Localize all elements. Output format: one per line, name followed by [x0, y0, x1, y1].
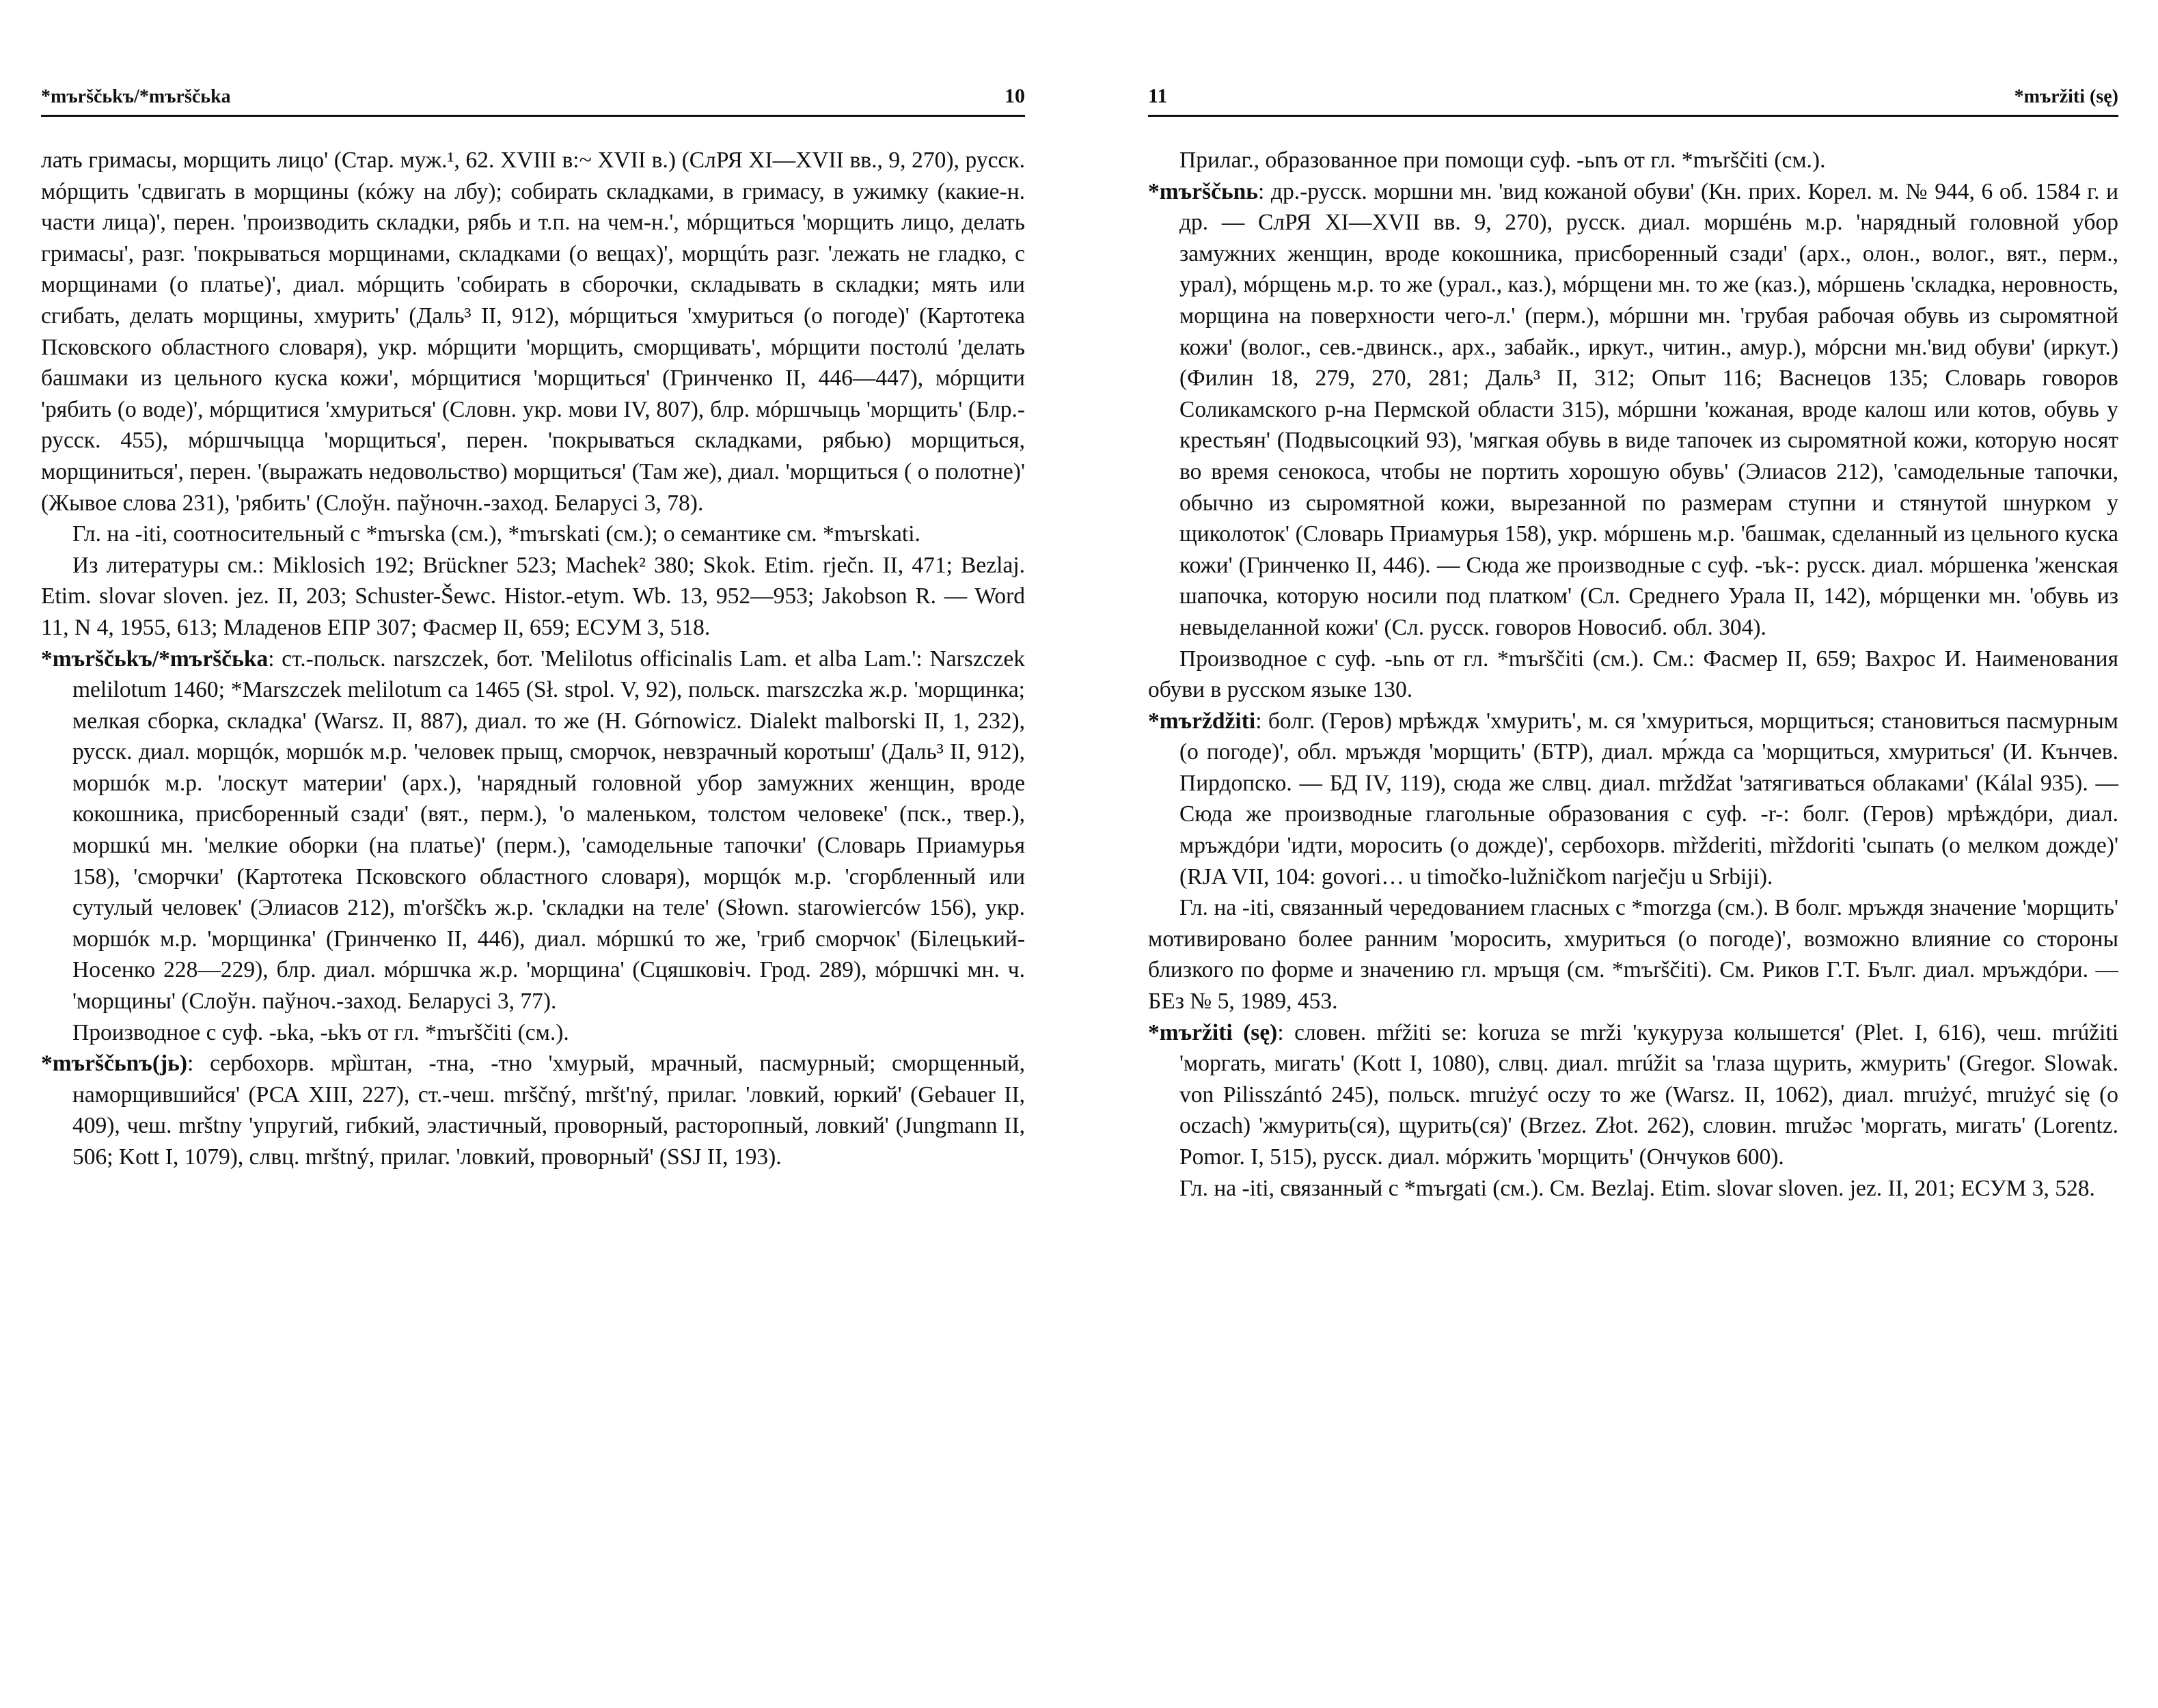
paragraph: Гл. на -iti, связанный чередованием гласных с *morzga (см.). В болг. мръждя значение 'морщить' мотивировано более ранним 'моросить, хмуриться (о погоде)', возможно влияние со стороны близкого по форме и значению гл. мръщя (см. *mъrščiti). См. Риков Г.Т. Бълг. диал. мръждóри. — БЕз № 5, 1989, 453. — [1148, 895, 2118, 1015]
dictionary-entry: *mъrščьkъ/*mъrščьka: ст.-польск. narszczek, бот. 'Melilotus officinalis Lam. et alba Lam.': Narszczek melilotum 1460; *Marszczek melilotum ca 1465 (Sł. stpol. V, 92), польск. marszczka ж.р. 'морщинка; мелкая сборка, складка' (Warsz. II, 887), диал. то же (H. Górnowicz. Dialekt malborski II, 1, 232), русск. диал. морщóк, моршóк м.р. 'человек прыщ, сморчок, невзрачный коротыш' (Даль³ II, 912), моршóк м.р. 'лоскут материи' (арх.), 'нарядный головной убор замужних женщин, вроде кокошника, присборенный сзади' (вят., перм.), 'о маленьком, толстом человеке' (пск., твер.), моршкú мн. 'мелкие оборки (на платье)' (перм.), 'самодельные тапочки' (Словарь Приамурья 158), 'сморчки' (Картотека Псковского областного словаря), морщóк м.р. 'сгорбленный или сутулый человек' (Элиасов 212), m'orščkъ ж.р. 'складки на теле' (Słown. starowierców 156), укр. моршóк м.р. 'морщинка' (Гринченко II, 446), диал. мóршкú то же, 'гриб сморчок' (Білецький-Носенко 228—229), блр. диал. мóршчка ж.р. 'морщина' (Сцяшковіч. Грод. 289), мóршчкі мн. ч. 'морщины' (Слоўн. паўноч.-заход. Беларусі 3, 77). — [41, 646, 1025, 1015]
paragraph: Производное с суф. -ьnь от гл. *mъrščiti (см.). См.: Фасмер II, 659; Вахрос И. Наименования обуви в русском языке 130. — [1148, 646, 2118, 703]
entry-headword: *mъrščьkъ/*mъrščьka — [41, 646, 269, 672]
left-page-body — [41, 145, 1025, 1173]
paragraph: Производное с суф. -ьka, -ьkъ от гл. *mъrščiti (см.). — [72, 1019, 569, 1045]
right-page-body — [1148, 145, 2118, 1204]
paragraph: Прилаг., образованное при помощи суф. -ьnъ от гл. *mъrščiti (см.). — [1179, 148, 1826, 173]
dictionary-entry: *mъrščьnъ(jь): сербохорв. мр̏штан, -тна, -тно 'хмурый, мрачный, пасмурный; сморщенный, наморщившийся' (РСА XIII, 227), ст.-чеш. mrščný, mršt'ný, прилаг. 'ловкий, юркий' (Gebauer II, 409), чеш. mrštny 'упругий, гибкий, эластичный, проворный, расторопный, ловкий' (Jungmann II, 506; Kott I, 1079), слвц. mrštný, прилаг. 'ловкий, проворный' (SSJ II, 193). — [41, 1051, 1025, 1170]
dictionary-entry: *mъrždžiti: болг. (Геров) мрѣждѫ 'хмурить', м. ся 'хмуриться, морщиться; становиться пасмурным (о погоде)', обл. мръждя 'морщить' (БТР), диал. мр́жда са 'морщиться, хмуриться' (И. Кънчев. Пирдопско. — БД IV, 119), сюда же слвц. диал. mrždžat 'затягиваться облаками' (Kálal 935). — Сюда же производные глагольные образования с суф. -r-: болг. (Геров) мрѣждóри, диал. мръждóри 'идти, моросить (о дожде)', сербохорв. mr̀žderiti, mr̀ždoriti 'сыпать (о мелком дожде)' (RJA VII, 104: govori… u timočko-lužničkom narječju u Srbiji). — [1148, 708, 2118, 890]
left-page — [41, 0, 1025, 1708]
paragraph: Из литературы см.: Miklosich 192; Brückner 523; Machek² 380; Skok. Etim. rječn. II, 471; Bezlaj. Etim. slovar sloven. jez. II, 203; Schuster-Šewc. Histor.-etym. Wb. 13, 952—953; Jakobson R. — Word 11, N 4, 1955, 613; Младенов ЕПР 307; Фасмер II, 659; ЕСУМ 3, 518. — [41, 552, 1025, 640]
paragraph: Гл. на -iti, соотносительный с *mъrska (см.), *mъrskati (см.); о семантике см. *mъrskati. — [72, 521, 920, 547]
running-head-right: *mъržiti (sę) — [2014, 86, 2118, 107]
entry-headword: *mъržiti (sę) — [1148, 1019, 1278, 1045]
entry-headword: *mъrždžiti — [1148, 708, 1256, 734]
paragraph: Гл. на -iti, связанный с *mъrgati (см.). См. Bezlaj. Etim. slovar sloven. jez. II, 201; ЕСУМ 3, 528. — [1179, 1175, 2095, 1201]
right-page-header — [1148, 81, 2118, 117]
left-page-header — [41, 81, 1025, 117]
entry-headword: *mъrščьnъ(jь) — [41, 1051, 188, 1077]
page-number-left: 10 — [1005, 85, 1025, 107]
entry-headword: *mъrščьnь — [1148, 178, 1259, 204]
page-number-right: 11 — [1148, 85, 1168, 107]
right-page — [1148, 0, 2118, 1708]
running-head-left: *mъrščьkъ/*mъrščьka — [41, 86, 231, 107]
dictionary-entry: *mъržiti (sę): словен. mŕžiti se: koruza se mrži 'кукуруза колышется' (Plet. I, 616), чеш. mrúžiti 'моргать, мигать' (Kott I, 1080), слвц. диал. mrúžit sa 'глаза щурить, жмурить' (Gregor. Slowak. von Pilisszántó 245), польск. mrużyć oczy то же (Warsz. II, 1062), диал. mrużyć, mrużyć się (o oczach) 'жмурить(ся), щурить(ся)' (Brzez. Złot. 262), словин. mružəc 'моргать, мигать' (Lorentz. Pomor. I, 515), русск. диал. мóржить 'морщить' (Ончуков 600). — [1148, 1019, 2118, 1170]
dictionary-entry: *mъrščьnь: др.-русск. моршни мн. 'вид кожаной обуви' (Кн. прих. Корел. м. № 944, 6 об. 1584 г. и др. — СлРЯ XI—XVII вв. 9, 270), русск. диал. моршéнь м.р. 'нарядный головной убор замужних женщин, вроде кокошника, присборенный сзади' (арх., олон., волог., вят., перм., урал), мóрщень м.р. то же (урал., каз.), мóрщени мн. то же (каз.), мóршень 'складка, неровность, морщина на поверхности чего-л.' (перм.), мóршни мн. 'грубая рабочая обувь из сыромятной кожи' (волог., сев.-двинск., арх., забайк., иркут., читин., амур.), мóрсни мн.'вид обуви' (иркут.) (Филин 18, 279, 270, 281; Даль³ II, 312; Опыт 116; Васнецов 135; Словарь говоров Соликамского р-на Пермской области 315), мóршни 'кожаная, вроде калош или котов, обувь у крестьян' (Подвысоцкий 93), 'мягкая обувь в виде тапочек из сыромятной кожи, которую носят во время сенокоса, чтобы не портить хорошую обувь' (Элиасов 212), 'самодельные тапочки, обычно из сыромятной кожи, вырезанной по размерам ступни и стянутой шнурком у щиколоток' (Словарь Приамурья 158), укр. мóршень м.р. 'башмак, сделанный из цельного куска кожи' (Гринченко II, 446). — Сюда же производные с суф. -ъk-: русск. диал. мóршенка 'женская шапочка, которую носили под платком' (Сл. Среднего Урала II, 142), мóрщенки мн. 'обувь из невыделанной кожи' (Сл. русск. говоров Новосиб. обл. 304). — [1148, 178, 2118, 640]
paragraph: лать гримасы, морщить лицо' (Стар. муж.¹, 62. XVIII в:~ XVII в.) (СлРЯ XI—XVII вв., 9, 270), русск. мóрщить 'сдвигать в морщины (кóжу на лбу); собирать складками, в гримасу, в ужимку (какие-н. части лица)', перен. 'производить складки, рябь и т.п. на чем-н.', мóрщиться 'морщить лицо, делать гримасы', разг. 'покрываться морщинами, складками (о вещах)', морщúть разг. 'лежать не гладко, с морщинами (о платье)', диал. мóрщить 'собирать в сборочки, складывать в складки; мять или сгибать, делать морщины, хмурить' (Даль³ II, 912), мóрщиться 'хмуриться (о погоде)' (Картотека Псковского областного словаря), укр. мóрщити 'морщить, сморщивать', мóрщити постолú 'делать башмаки из цельного куска кожи', мóрщитися 'морщиться' (Гринченко II, 446—447), мóрщити 'рябить (о воде)', мóрщитися 'хмуриться' (Словн. укр. мови IV, 807), блр. мóршчыць 'морщить' (Блр.-русск. 455), мóршчыцца 'морщиться', перен. 'покрываться складками, рябью) морщиться, морщиниться', перен. '(выражать недовольство) морщиться' (Там же), диал. 'морщиться ( о полотне)' (Жывое слова 231), 'рябить' (Слоўн. паўночн.-заход. Беларусі 3, 78). — [41, 148, 1025, 516]
